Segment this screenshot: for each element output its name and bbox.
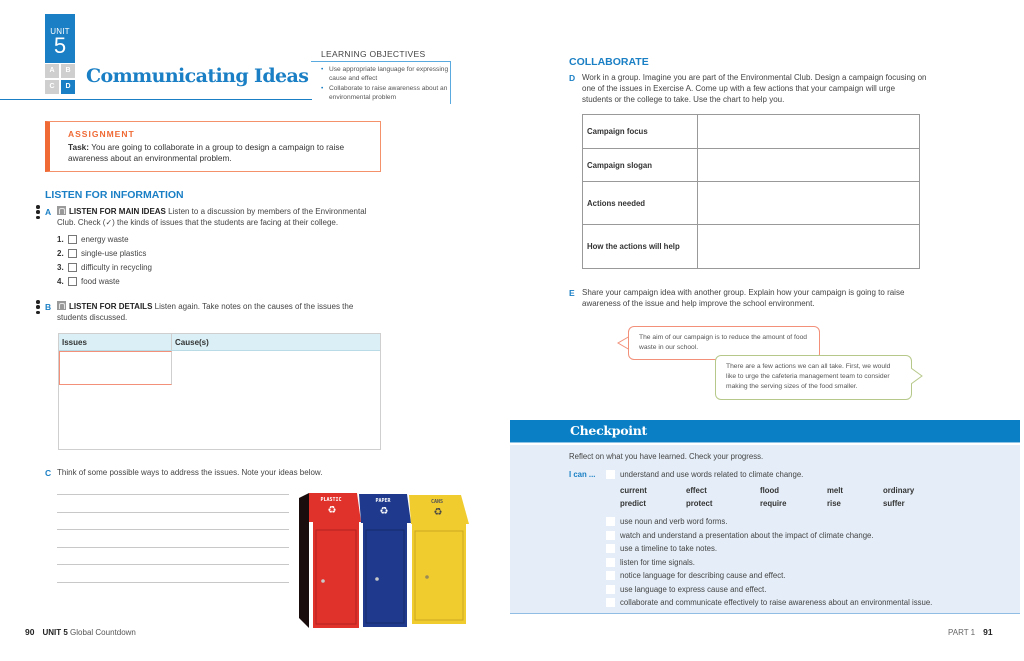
chart-row-slogan bbox=[583, 149, 919, 182]
checkbox[interactable] bbox=[606, 517, 615, 526]
title-divider bbox=[0, 99, 312, 100]
assignment-box bbox=[45, 121, 381, 172]
note-line[interactable] bbox=[57, 582, 289, 583]
listen-heading: LISTEN FOR INFORMATION bbox=[45, 189, 184, 201]
checkbox[interactable] bbox=[606, 544, 615, 553]
checkbox[interactable] bbox=[68, 235, 77, 244]
checkpoint-item bbox=[606, 469, 803, 480]
note-line[interactable] bbox=[57, 547, 289, 548]
exercise-b-text: Listen again. Take notes on the causes of the issues the students discussed. bbox=[57, 302, 354, 322]
row-answer[interactable] bbox=[698, 115, 919, 148]
checkpoint-item bbox=[606, 543, 717, 554]
option-label: difficulty in recycling bbox=[81, 262, 152, 272]
cans-bin-handle bbox=[425, 575, 429, 579]
bin-side-shadow bbox=[299, 493, 309, 628]
checkbox[interactable] bbox=[606, 598, 615, 607]
collaboration-dots-icon bbox=[36, 300, 40, 316]
exercise-e-letter: E bbox=[569, 288, 575, 298]
footer-left bbox=[25, 627, 136, 637]
audio-icon[interactable] bbox=[57, 301, 66, 310]
exercise-a-text: Listen to a discussion by members of the Environmental Club. Check (✓) the kinds of issues that the students are facing at their college. bbox=[57, 207, 367, 227]
chart-row-help bbox=[583, 225, 919, 268]
row-label: Campaign slogan bbox=[583, 149, 698, 181]
option-difficulty-recycling bbox=[57, 260, 152, 274]
chart-row-actions bbox=[583, 182, 919, 225]
checkpoint-header bbox=[510, 420, 1020, 443]
exercise-c-letter: C bbox=[45, 468, 52, 478]
checkbox[interactable] bbox=[606, 585, 615, 594]
objective-item: • Collaborate to raise awareness about an environmental problem bbox=[321, 85, 450, 102]
task-label: Task: bbox=[68, 142, 90, 152]
footer-unit: UNIT 5 bbox=[42, 628, 68, 637]
plastic-bin bbox=[313, 522, 359, 628]
objective-item: • Use appropriate language for expressing cause and effect bbox=[321, 66, 450, 83]
vocab-word: require bbox=[760, 499, 787, 508]
causes-cell[interactable] bbox=[172, 351, 380, 449]
item-text: understand and use words related to climate change. bbox=[620, 470, 804, 479]
note-line[interactable] bbox=[57, 529, 289, 530]
item-text: use noun and verb word forms. bbox=[620, 517, 728, 526]
recycle-icon: ♻ bbox=[327, 505, 337, 516]
cans-bin bbox=[412, 524, 466, 624]
checkpoint-intro: Reflect on what you have learned. Check your progress. bbox=[569, 452, 764, 461]
plastic-bin-label: PLASTIC bbox=[320, 497, 342, 503]
chart-row-focus bbox=[583, 115, 919, 149]
recycle-icon: ♻ bbox=[379, 506, 389, 517]
option-label: energy waste bbox=[81, 234, 129, 244]
assignment-text bbox=[68, 142, 368, 164]
option-label: single-use plastics bbox=[81, 248, 147, 258]
assignment-heading: ASSIGNMENT bbox=[68, 129, 135, 139]
recycle-icon: ♻ bbox=[433, 507, 443, 518]
vocab-word: suffer bbox=[883, 499, 905, 508]
vocab-word: predict bbox=[620, 499, 646, 508]
row-answer[interactable] bbox=[698, 182, 919, 224]
note-line[interactable] bbox=[57, 564, 289, 565]
item-text: collaborate and communicate effectively to raise awareness about an environmental issue. bbox=[620, 598, 933, 607]
paper-bin bbox=[363, 523, 407, 627]
row-answer[interactable] bbox=[698, 225, 919, 268]
header-issues: Issues bbox=[59, 334, 172, 350]
learning-objectives-box bbox=[311, 61, 451, 104]
vocab-row-2 bbox=[620, 499, 905, 508]
checkpoint-item bbox=[606, 584, 766, 595]
row-label: Campaign focus bbox=[583, 115, 698, 148]
checkpoint-item bbox=[606, 597, 932, 608]
option-single-use-plastics bbox=[57, 246, 152, 260]
exercise-b-letter: B bbox=[45, 302, 52, 312]
checkbox[interactable] bbox=[68, 249, 77, 258]
option-number: 1. bbox=[57, 234, 64, 244]
collaborate-heading: COLLABORATE bbox=[569, 56, 649, 68]
i-can-label: I can ... bbox=[569, 470, 596, 479]
option-energy-waste bbox=[57, 232, 152, 246]
header-causes: Cause(s) bbox=[175, 338, 209, 347]
checkbox[interactable] bbox=[606, 531, 615, 540]
checkbox[interactable] bbox=[68, 277, 77, 286]
item-text: listen for time signals. bbox=[620, 557, 695, 567]
vocab-row-1 bbox=[620, 486, 914, 495]
checkbox[interactable] bbox=[606, 558, 615, 567]
checkpoint-item bbox=[606, 530, 874, 541]
row-answer[interactable] bbox=[698, 149, 919, 181]
option-food-waste bbox=[57, 274, 152, 288]
issues-table-header bbox=[59, 334, 380, 351]
section-d-active: D bbox=[61, 80, 75, 94]
exercise-b-title: LISTEN FOR DETAILS bbox=[69, 302, 153, 311]
task-text: You are going to collaborate in a group to design a campaign to raise awareness about an environmental problem. bbox=[68, 142, 345, 163]
vocab-word: melt bbox=[827, 486, 844, 495]
page-number-right: 91 bbox=[983, 627, 993, 637]
row-label: How the actions will help bbox=[583, 225, 698, 268]
item-text: notice language for describing cause and effect. bbox=[620, 571, 786, 580]
issues-table-body bbox=[59, 351, 380, 449]
section-c: C bbox=[45, 80, 59, 94]
speech-bubble-2: There are a few actions we can all take. First, we would like to urge the cafeteria management team to consider making the serving sizes of the food smaller. bbox=[715, 355, 912, 400]
item-text: watch and understand a presentation about the impact of climate change. bbox=[620, 530, 874, 540]
unit-number: 5 bbox=[53, 33, 67, 58]
vocab-word: protect bbox=[686, 499, 713, 508]
option-number: 3. bbox=[57, 262, 64, 272]
learning-objectives-heading: LEARNING OBJECTIVES bbox=[321, 49, 426, 59]
cans-bin-label: CANS bbox=[430, 499, 444, 505]
item-text: use a timeline to take notes. bbox=[620, 544, 718, 553]
section-a: A bbox=[45, 64, 59, 78]
note-line[interactable] bbox=[57, 494, 289, 495]
checkbox[interactable] bbox=[606, 571, 615, 580]
issues-cell[interactable] bbox=[59, 351, 172, 385]
vocab-word: current bbox=[620, 486, 647, 495]
checkpoint-title: Checkpoint bbox=[570, 423, 647, 438]
footer-right bbox=[948, 627, 993, 637]
footer-unit-title: Global Countdown bbox=[70, 628, 136, 637]
section-b: B bbox=[61, 64, 75, 78]
footer-part: PART 1 bbox=[948, 628, 976, 637]
vocab-word: rise bbox=[827, 499, 841, 508]
unit-label: UNIT bbox=[50, 27, 70, 36]
vocab-word: effect bbox=[686, 486, 707, 495]
collaboration-dots-icon bbox=[36, 205, 40, 221]
campaign-chart bbox=[582, 114, 920, 269]
exercise-d-text: Work in a group. Imagine you are part of the Environmental Club. Design a campaign focusing on one of the issues in Exercise A. Come up with a few actions that your campaign will urge students or the college to take. Use the chart to help you. bbox=[582, 73, 927, 104]
row-label: Actions needed bbox=[583, 182, 698, 224]
exercise-d-letter: D bbox=[569, 73, 576, 83]
exercise-a-title: LISTEN FOR MAIN IDEAS bbox=[69, 207, 166, 216]
option-number: 2. bbox=[57, 248, 64, 258]
page-number-left: 90 bbox=[25, 627, 35, 637]
paper-bin-handle bbox=[375, 577, 379, 581]
checkpoint-item bbox=[606, 570, 785, 581]
exercise-c-text: Think of some possible ways to address the issues. Note your ideas below. bbox=[57, 468, 323, 477]
checkpoint-item bbox=[606, 557, 695, 568]
recycling-bins-image bbox=[299, 490, 471, 628]
exercise-a-options bbox=[57, 232, 152, 288]
speech-bubble-1: The aim of our campaign is to reduce the amount of food waste in our school. bbox=[628, 326, 820, 360]
exercise-a-letter: A bbox=[45, 207, 52, 217]
option-number: 4. bbox=[57, 276, 64, 286]
bubble-tail-right bbox=[911, 367, 923, 385]
vocab-word: flood bbox=[760, 486, 780, 495]
checkbox[interactable] bbox=[68, 263, 77, 272]
unit-badge bbox=[45, 14, 75, 63]
checkpoint-item bbox=[606, 516, 727, 527]
vocab-word: ordinary bbox=[883, 486, 915, 495]
exercise-e-text: Share your campaign idea with another group. Explain how your campaign is going to raise awareness of the issue and help improve the school environment. bbox=[582, 288, 905, 308]
exercise-a-instructions bbox=[57, 206, 379, 228]
exercise-b-instructions bbox=[57, 301, 379, 323]
paper-bin-label: PAPER bbox=[375, 498, 391, 504]
checkbox[interactable] bbox=[606, 470, 615, 479]
checkpoint-panel bbox=[510, 445, 1020, 614]
audio-icon[interactable] bbox=[57, 206, 66, 215]
item-text: use language to express cause and effect. bbox=[620, 584, 767, 594]
option-label: food waste bbox=[81, 276, 120, 286]
issues-table bbox=[58, 333, 381, 450]
page-title: Communicating Ideas bbox=[86, 65, 309, 87]
note-line[interactable] bbox=[57, 512, 289, 513]
plastic-bin-handle bbox=[321, 579, 325, 583]
